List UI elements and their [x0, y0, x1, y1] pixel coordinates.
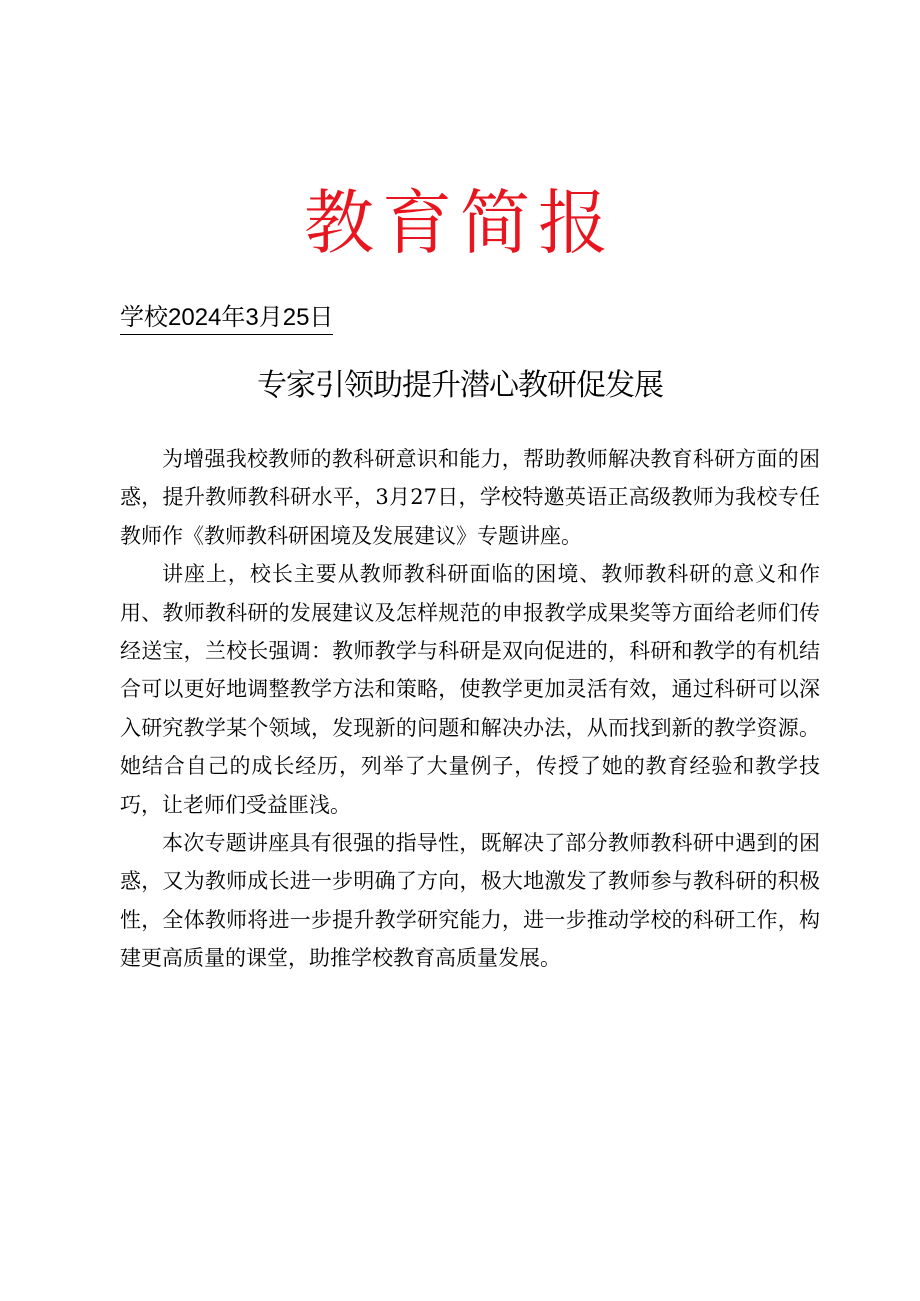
- masthead-title: 教育简报: [304, 182, 616, 264]
- dateline: 学校2024年3月25日: [120, 304, 333, 335]
- paragraph: 讲座上，校长主要从教师教科研面临的困境、教师教科研的意义和作用、教师教科研的发展建议及怎样规范的申报教学成果奖等方面给老师们传经送宝，兰校长强调：教师教学与科研是双向促进的，科研和教学的有机结合可以更好地调整教学方法和策略，使教学更加灵活有效，通过科研可以深入研究教学某个领域，发现新的问题和解决办法，从而找到新的教学资源。她结合自己的成长经历，列举了大量例子，传授了她的教育经验和教学技巧，让老师们受益匪浅。: [120, 562, 820, 817]
- article-body: [120, 440, 820, 978]
- paragraph: 本次专题讲座具有很强的指导性，既解决了部分教师教科研中遇到的困惑，又为教师成长进一步明确了方向，极大地激发了教师参与教科研的积极性，全体教师将进一步提升教学研究能力，进一步推动学校的科研工作，构建更高质量的课堂，助推学校教育高质量发展。: [120, 831, 820, 971]
- article-headline: 专家引领助提升潜心教研促发展: [257, 369, 663, 402]
- paragraph: 为增强我校教师的教科研意识和能力，帮助教师解决教育科研方面的困惑，提升教师教科研水平，3月27日，学校特邀英语正高级教师为我校专任教师作《教师教科研困境及发展建议》专题讲座。: [120, 447, 820, 548]
